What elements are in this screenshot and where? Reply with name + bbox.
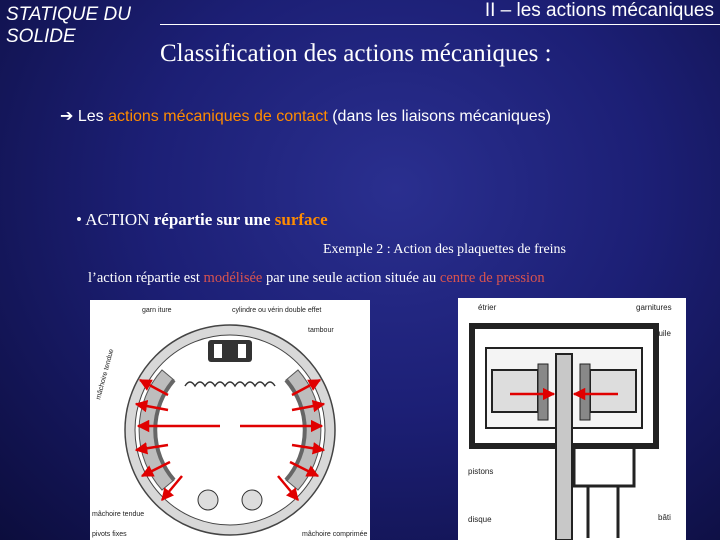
piston-right [590, 370, 636, 412]
label-pivots: pivots fixes [92, 531, 127, 538]
header-divider [160, 24, 720, 25]
course-title-line1: STATIQUE DU [6, 4, 131, 25]
label-machoire-tendue: mâchoire tendue [92, 511, 145, 518]
cylinder-detail-right [238, 344, 246, 358]
example-caption: Exemple 2 : Action des plaquettes de freins [323, 242, 566, 257]
bullet-prefix: Les [73, 108, 109, 125]
cylinder-detail-left [214, 344, 222, 358]
label-disque: disque [468, 515, 492, 524]
drum-brake-image [90, 300, 370, 540]
model-part2: par une seule action située au [262, 270, 440, 286]
contact-actions-highlight: actions mécaniques de contact [108, 108, 328, 125]
bullet-suffix: (dans les liaisons mécaniques) [327, 108, 551, 125]
model-highlight1: modélisée [203, 270, 263, 286]
pivot-left [198, 490, 218, 510]
model-highlight2: centre de pression [439, 270, 545, 286]
dot-bullet: • [76, 210, 82, 229]
label-machoire-comprimee: mâchoire comprimée [302, 531, 368, 538]
brake-disc [556, 354, 572, 540]
label-huile: huile [654, 329, 671, 338]
label-pistons: pistons [468, 467, 494, 476]
label-etrier: étrier [478, 303, 497, 312]
frame-legs [588, 486, 618, 538]
surface-highlight: surface [274, 210, 328, 229]
label-cylindre: cylindre ou vérin double effet [232, 307, 322, 314]
action-distributed-text: répartie sur une [153, 210, 271, 229]
course-title-line2: SOLIDE [6, 26, 76, 47]
arrow-bullet-icon: ➔ [60, 106, 74, 125]
contact-actions-line [60, 106, 551, 126]
model-sentence [88, 270, 545, 287]
label-garnitures: garnitures [636, 303, 672, 312]
slide-subtitle: Classification des actions mécaniques : [160, 40, 552, 67]
frame [574, 446, 634, 486]
label-bati: bâti [658, 513, 671, 522]
pad-left [538, 364, 548, 420]
piston-left [492, 370, 538, 412]
course-title [6, 4, 131, 48]
label-garniture: garn iture [142, 307, 172, 314]
section-title: II – les actions mécaniques [484, 0, 714, 21]
drum-brake-drawing [90, 300, 370, 540]
disc-brake-drawing [458, 298, 686, 540]
pivot-right [242, 490, 262, 510]
label-tambour: tambour [308, 327, 334, 334]
model-part1: l’action répartie est [88, 270, 204, 286]
disc-brake-image [458, 298, 686, 540]
pad-right [580, 364, 590, 420]
label-machoire-side: mâchoire tendue [95, 348, 116, 401]
action-surface-line [76, 210, 328, 230]
action-label: ACTION [81, 210, 154, 229]
